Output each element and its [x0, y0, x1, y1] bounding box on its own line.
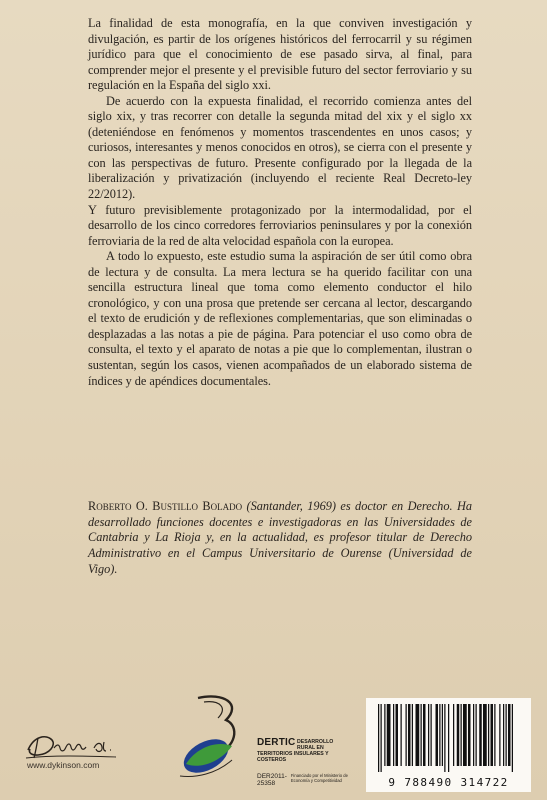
barcode-bar	[479, 704, 482, 766]
dertic-project-code: DER2011-25358	[257, 773, 287, 787]
barcode-bar	[468, 704, 471, 766]
dykinson-logo	[24, 728, 124, 762]
author-bio	[88, 499, 472, 578]
barcode-bar	[412, 704, 413, 766]
synopsis-paragraph-3: Y futuro previsiblemente protagonizado por la intermodalidad, por el desarrollo de los cinco corredores ferroviarios peninsulares y por la conexión ferroviaria de la red de alta velocidad española con la europea.	[88, 202, 472, 248]
author-birth: (Santander, 1969)	[246, 499, 336, 513]
dertic-funding: Financiado por el Ministerio de Economía y Competitividad	[290, 773, 348, 783]
barcode-bar	[473, 704, 474, 766]
barcode-bar	[393, 704, 394, 766]
dertic-tagline-2: TERRITORIOS INSULARES Y COSTEROS	[257, 751, 329, 763]
barcode-bar	[431, 704, 432, 766]
barcode-bar	[378, 704, 379, 772]
barcode-bar	[488, 704, 489, 766]
barcode-bar	[384, 704, 385, 766]
barcode-bar	[461, 704, 462, 766]
barcode-bar	[448, 704, 449, 772]
barcode-bar	[381, 704, 382, 772]
barcode-bar	[476, 704, 477, 766]
barcode-bar	[406, 704, 407, 766]
barcode-bar	[494, 704, 495, 766]
barcode-bar	[483, 704, 487, 766]
barcode-bar	[396, 704, 399, 766]
barcode-bar	[421, 704, 422, 766]
barcode-bar	[444, 704, 445, 772]
barcode-bar	[503, 704, 504, 766]
barcode-bar	[387, 704, 391, 766]
barcode-bar	[506, 704, 507, 766]
barcode-bar	[463, 704, 467, 766]
synopsis-paragraph-4: A todo lo expuesto, este estudio suma la aspiración de ser útil como obra de lectura y de consulta. La mera lectura se ha querido facilitar con una sencilla estructura lineal que toma como elemento conductor el hilo cronológico, y con una prosa que pretende ser cercana al lector, descargando el texto de erudición y de reflexiones complementarias, que son eliminadas o desplazadas a las notas a pie de página. Para potenciar el uso como obra de consulta, el texto y el aparato de notas a pie que lo complementan, ilustran o sustentan, según los casos, vienen acompañados de un elaborado sistema de índices y de apéndices documentales.	[88, 249, 472, 388]
barcode-bar	[439, 704, 440, 766]
isbn-barcode	[366, 698, 531, 792]
synopsis-paragraph-2: De acuerdo con la expuesta finalidad, el recorrido comienza antes del siglo xix, y tras recorrer con detalle la segunda mitad del xix y el siglo xx (deteniéndose en fenómenos y momentos trascendentes en unos casos; y curiosos, interesantes y menos conocidos en otros), se cierra con el presente y con las perspectivas de futuro. Presente configurado por la llegada de la liberalización y privatización (incluyendo el reciente Real Decreto-ley 22/2012).	[88, 93, 472, 202]
barcode-bar	[428, 704, 429, 766]
barcode-bar	[457, 704, 460, 766]
dertic-tagline-1: DESARROLLO RURAL EN	[297, 739, 334, 751]
publisher-url: www.dykinson.com	[27, 760, 100, 770]
dertic-project	[257, 773, 349, 787]
barcode-bar	[499, 704, 500, 766]
barcode-bar	[512, 704, 513, 772]
isbn-number: 9 788490 314722	[388, 776, 509, 789]
barcode-bar	[423, 704, 426, 766]
barcode-bar	[436, 704, 439, 766]
barcode-bar	[491, 704, 494, 766]
barcode-bar	[401, 704, 402, 766]
synopsis	[88, 16, 472, 389]
dertic-label	[257, 737, 349, 787]
barcode-bar	[508, 704, 511, 766]
barcode-bar	[408, 704, 411, 766]
synopsis-paragraph-1: La finalidad de esta monografía, en la que conviven investigación y divulgación, es partir de los orígenes históricos del ferrocarril y su régimen jurídico para que el conocimiento de ese pasado sirva, al final, para comprender mejor el presente y el previsible futuro del sector ferroviario y su regulación en la España del siglo xxi.	[88, 16, 472, 93]
dertic-logo-icon	[176, 690, 252, 790]
dertic-name: DERTIC	[257, 737, 296, 748]
author-name: Roberto O. Bustillo Bolado	[88, 499, 243, 513]
barcode-bars	[378, 704, 519, 772]
barcode-bar	[442, 704, 443, 766]
barcode-bar	[453, 704, 454, 766]
barcode-bar	[416, 704, 420, 766]
author-bio-text: es doctor en Derecho. Ha desarrollado funciones docentes e investigadoras en las Universidades de Cantabria y La Rioja y, en la actualidad, es profesor titular de Derecho Administrativo en el Campus Universitario de Ourense (Universidad de Vigo).	[88, 499, 472, 576]
